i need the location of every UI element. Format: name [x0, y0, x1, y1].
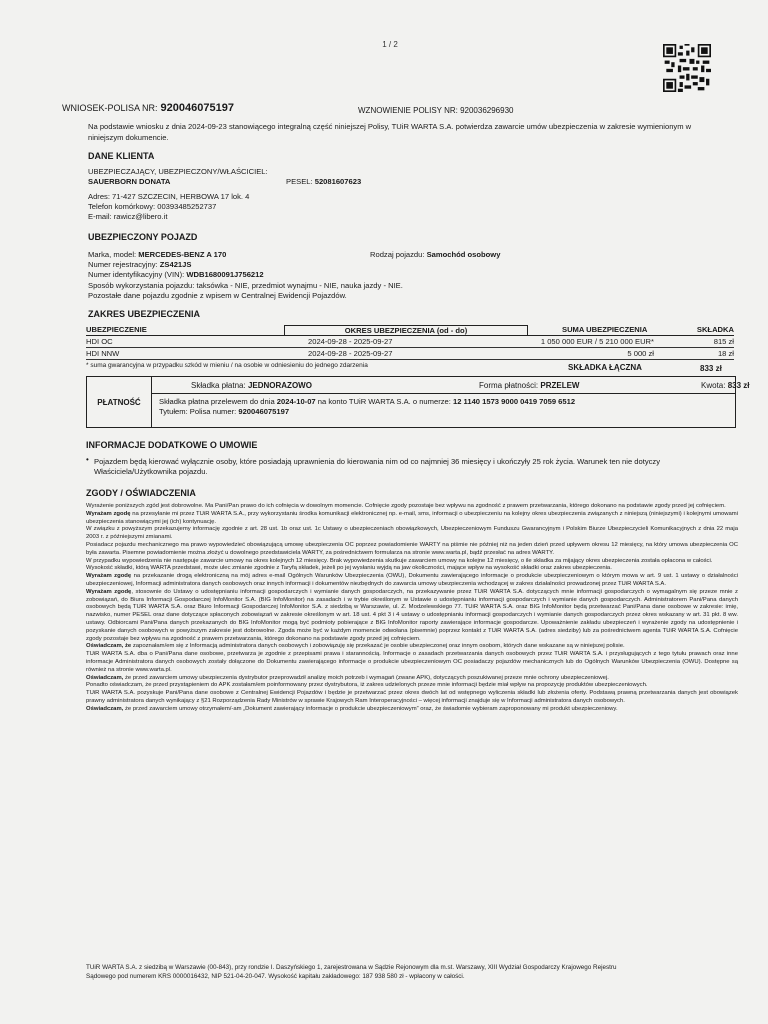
skladka-platna: [191, 381, 312, 390]
row-skladka: 18 zł: [717, 349, 734, 358]
table-row: [86, 337, 734, 348]
zgody-text: Wyrażenie poniższych zgód jest dobrowolne. Ma Pani/Pan prawo do ich cofnięcia w dowolnym momencie. Cofnięcie zgody pozostaje bez wpływu na zgodność z prawem przetwarzania, którego dokonano na podstawie zgody przed jej cofnięciem.: [86, 503, 726, 509]
row-skladka: 815 zł: [713, 337, 734, 346]
zgody-text: Wysokość składki, którą WARTA przedstawi, może ulec zmianie zgodnie z Taryfą składek, jeżeli po jej wysłaniu wyjdą na jaw okoliczności, mające wpływ na wysokość składki oraz zakres ubezpieczenia.: [86, 565, 612, 572]
zgody-text: TUiR WARTA S.A. pozyskuje Pani/Pana dane osobowe z Centralnej Ewidencji Pojazdów i będzie je przetwarzać przez okres dwóch lat od wstępnego wyliczenia składki lub złożenia oferty. Podstawą prawną przetwarzania danych jest obowiązek prawny administratora danych wynikający z §21 Rozporządzenia Rady Ministrów w sprawie Krajowych Ram Interoperacyjności – więcej informacji znajduje się w Informacji administratora danych osobowych.: [86, 690, 738, 704]
qr-code-icon: [663, 44, 711, 92]
pojazd-title: UBEZPIECZONY POJAZD: [88, 232, 198, 242]
row-okres: 2024-09-28 - 2025-09-27: [308, 349, 393, 358]
table-row: [86, 349, 734, 360]
forma-platnosci: [479, 381, 579, 390]
forma-label: Forma płatności:: [479, 381, 539, 390]
col-skladka: SKŁADKA: [696, 325, 734, 334]
row-suma: 1 050 000 EUR / 5 210 000 EUR*: [540, 337, 654, 346]
row-suma: 5 000 zł: [627, 349, 654, 358]
kwota-label: Kwota:: [701, 381, 726, 390]
klient-phone: Telefon komórkowy: 00393485252737: [88, 202, 217, 211]
pojazd-marka-row: [88, 250, 226, 260]
pojazd-rodzaj-row: [370, 250, 500, 260]
kwota-value: 833 zł: [727, 381, 750, 390]
zgody-paragraph: [86, 690, 738, 706]
kwota: [701, 381, 750, 390]
pojazd-pozostale: Pozostałe dane pojazdu zgodnie z wpisem w Centralnej Ewidencji Pojazdów.: [88, 291, 347, 300]
platnosc-summary-row: [151, 377, 750, 394]
klient-email: E-mail: rawicz@libero.it: [88, 212, 168, 221]
tytul-value: 920046075197: [238, 407, 290, 416]
tytul-label: Tytułem: Polisa numer:: [159, 407, 237, 416]
wniosek-polisa: [62, 102, 234, 114]
przelew-line: [159, 397, 575, 407]
skladka-platna-label: Składka płatna:: [191, 381, 246, 390]
bullet-icon: •: [86, 455, 89, 464]
klient-name: SAUERBORN DONATA: [88, 177, 171, 186]
klient-role: UBEZPIECZAJĄCY, UBEZPIECZONY/WŁAŚCICIEL:: [88, 167, 268, 176]
skladka-laczna-value: 833 zł: [700, 364, 722, 373]
zgody-paragraph: [86, 503, 738, 511]
platnosc-label: PŁATNOŚĆ: [87, 377, 152, 427]
zgody-text: , stosownie do Ustawy o udostępnianiu informacji gospodarczych i wymianie danych gospodarczych, na przekazywanie przez TUiR WARTA S.A. dotyczących mnie informacji gospodarczych o wymagalnym się przeze mnie z zobowiązań, do Biura Informacji Gospodarczej InfoMonitor S.A. (BIG InfoMonitor) na zasadach i w trybie określonym w Ustawie o udostępnianiu informacji gospodarczych i wymianie danych gospodarczych. Administratorem Pani/Pana danych osobowych będą TUiR WARTA S.A. oraz Biuro Informacji Gospodarczej InfoMonitor S.A. z siedzibą w Warszawie, ul. Z. Modzelewskiego 77. TUiR WARTA S.A. oraz BIG InfoMonitor będą przetwarzać Pani/Pana dane osobowe w zakresie: imię, nazwisko, numer PESEL oraz dane dotyczące spłaconych zobowiązań w zakresie określonym w art. 18 ust. 4 pkt 3 i 4 ustawy o udostępnianiu informacji gospodarczych i wymianie danych gospodarczych przez okres wskazany w art. 31 pkt. 8 ww. ustawy. Odbiorcami Pani/Pana danych przekazanych do BIG InfoMonitor mogą być podmioty pobierające z BIG InfoMonitor raporty zawierające informacje gospodarcze. Upoważnienie zakładu ubezpieczeń i wyrażenie zgody na udostępnienie i pozyskanie danych osobowych w powyższym zakresie jest dobrowolne. Zgoda może być w każdym momencie odwołana (pisemnie) poprzez kontakt z TUiR WARTA S.A. (adres siedziby) lub za pośrednictwem agenta TUiR WARTA S.A. Cofnięcie zgody pozostaje bez wpływu na zgodność z prawem przetwarzania, którego dokonano na podstawie zgody przed jej cofnięciem.: [86, 588, 738, 642]
table-header: [86, 325, 734, 336]
platnosc-box: [86, 376, 750, 428]
zgody-text: TUiR WARTA S.A. dba o Pani/Pana dane osobowe, przetwarza je zgodnie z przepisami prawa i starannością. Informacje o zasadach przetwarzania danych osobowych przez TUiR WARTA S.A. i przysługujących z tego tytułu prawach oraz inne informacje Administratora danych osobowych zostały dołączone do Dokumentu zawierającego informacje o produkcie ubezpieczeniowym OC posiadaczy pojazdów mechanicznych lub do Ogólnych Warunków Ubezpieczenia (OWU). Dostępne są również na stronie www.warta.pl.: [86, 651, 738, 673]
zgody-paragraph: [86, 682, 738, 690]
tytul-line: [159, 407, 575, 417]
intro-text: Na podstawie wniosku z dnia 2024-09-23 stanowiącego integralną część niniejszej Polisy, TUiR WARTA S.A. potwierdza zawarcie umów ubezpieczenia w zakresie wymienionym w niniejszym dokumencie.: [88, 122, 692, 142]
pesel-label: PESEL:: [286, 177, 313, 186]
vin-label: Numer identyfikacyjny (VIN):: [88, 270, 185, 279]
zgody-paragraph: [86, 511, 738, 527]
platnosc-details: [159, 397, 575, 417]
pesel-value: 52081607623: [314, 177, 362, 186]
przelew-text-b: na konto TUiR WARTA S.A. o numerze:: [317, 397, 451, 406]
row-name: HDI OC: [86, 337, 113, 346]
zgody-paragraph: [86, 706, 738, 714]
zgody-paragraph: [86, 565, 738, 573]
vin-value: WDB1680091J756212: [186, 270, 264, 279]
zgody-text: że przed zawarciem umowy ubezpieczenia dystrybutor przeprowadził analizę moich potrzeb i wymagań (zwane APK), dotyczących poszukiwanej przeze mnie ochrony ubezpieczeniowej.: [124, 674, 609, 681]
table-footnote: * suma gwarancyjna w przypadku szkód w mieniu / na osobie w odniesieniu do jednego zdarzenia: [86, 362, 368, 369]
footer: [86, 964, 738, 981]
informacje-bullet: Pojazdem będą kierować wyłącznie osoby, które posiadają uprawnienia do kierowania nim od co najmniej 36 miesięcy i ukończyły 25 rok życia. Warunek ten nie dotyczy Właściciela/Użytkownika pojazdu.: [94, 457, 661, 476]
klient-title: DANE KLIENTA: [88, 151, 155, 161]
wniosek-label: WNIOSEK-POLISA NR:: [62, 103, 158, 113]
zgody-lead: Wyrażam zgodę: [86, 510, 131, 517]
col-suma: SUMA UBEZPIECZENIA: [562, 325, 648, 334]
zgody-lead: Oświadczam, że: [86, 643, 132, 650]
zgody-paragraph: [86, 589, 738, 644]
zgody-lead: Wyrażam zgodę: [86, 588, 132, 595]
zgody-text: W przypadku wypowiedzenia nie następuje zawarcie umowy na okres kolejnych 12 miesięcy. Brak wypowiedzenia skutkuje zawarciem umowy na kolejne 12 miesięcy, o ile składka za mijający okres ubezpieczenia została opłacona w całości.: [86, 557, 713, 564]
przelew-text-a: Składka płatna przelewem do dnia: [159, 397, 275, 406]
zgody-text: W związku z powyższym przekazujemy informację zgodnie z art. 28 ust. 1b oraz ust. 1c Ustawy o ubezpieczeniach obowiązkowych, Ubezpieczeniowym Funduszu Gwarancyjnym i Polskim Biurze Ubezpieczycieli Komunikacyjnych z dnia 22 maja 2003 r. z późniejszymi zmianami.: [86, 526, 738, 541]
col-okres-box: [284, 325, 528, 336]
zgody-paragraph: [86, 526, 738, 542]
zgody-paragraph: [86, 558, 738, 566]
klient-pesel-row: [286, 177, 361, 187]
col-ubezpieczenie: UBEZPIECZENIE: [86, 325, 147, 334]
zgody-text: Posiadacz pojazdu mechanicznego ma prawo wypowiedzieć obowiązującą umowę ubezpieczenia OC poprzez powiadomienie WARTY na piśmie nie później niż na jeden dzień przed upływem okresu 12 miesięcy, na który umowa ubezpieczenia OC była zawarta. Pisemne powiadomienie można złożyć u dowolnego przedstawiciela WARTY, za pośrednictwem formularza na stronie www.warta.pl, bądź przesłać na adres WARTY.: [86, 541, 738, 556]
zgody-paragraph: [86, 643, 738, 651]
col-okres: OKRES UBEZPIECZENIA (od - do): [344, 326, 468, 335]
forma-value: PRZELEW: [540, 381, 580, 390]
footer-line2: Sądowego pod numerem KRS 0000016432, NIP 521-04-20-047. Wysokość kapitału zakładowego: 187 938 580 zł - wpłacony w całości.: [86, 972, 465, 980]
przelew-date: 2024-10-07: [276, 397, 316, 406]
marka-value: MERCEDES-BENZ A 170: [138, 250, 227, 259]
zgody-text: zapoznałam/em się z Informacją administratora danych osobowych i zobowiązuję się przekazać je osobie ubezpieczonej oraz innym osobom, których dane wskazane są w niniejszej polisie.: [132, 643, 625, 650]
zakres-title: ZAKRES UBEZPIECZENIA: [88, 309, 201, 319]
informacje-title: INFORMACJE DODATKOWE O UMOWIE: [86, 440, 258, 450]
zgody-text: na przekazanie drogą elektroniczną na mój adres e-mail Ogólnych Warunków Ubezpieczenia (OWU), Dokumentu zawierającego informacje o produkcie ubezpieczeniowym o którym mowa w art. 9 ust. 1 ustawy o działalności ubezpieczeniowej, Informacji administratora danych osobowych oraz innych informacji i dokumentów niezbędnych do zawarcia umowy ubezpieczenia wchodzącej w zakres działalności prowadzonej przez TUiR WARTA S.A.: [86, 573, 738, 587]
page-number: 1 / 2: [382, 40, 398, 49]
wniosek-number: 920046075197: [160, 102, 234, 114]
zgody-body: [86, 503, 738, 714]
zgody-paragraph: [86, 573, 738, 589]
row-okres: 2024-09-28 - 2025-09-27: [308, 337, 393, 346]
skladka-laczna-label: SKŁADKA ŁĄCZNA: [568, 363, 642, 372]
zgody-paragraph: [86, 542, 738, 558]
rodzaj-label: Rodzaj pojazdu:: [370, 250, 425, 259]
klient-address: Adres: 71-427 SZCZECIN, HERBOWA 17 lok. 4: [88, 192, 250, 201]
zgody-text: na przesyłanie mi przez TUiR WARTA S.A., przy wykorzystaniu środka komunikacji elektronicznej np. e-mail, sms, informacji o ubezpieczeniu na kolejny okres ubezpieczenia związanych z niniejszą (niniejszymi) i kolejnymi umowami ubezpieczenia stanowiącymi jej (ich) kontynuację.: [86, 510, 738, 525]
row-name: HDI NNW: [86, 349, 120, 358]
skladka-platna-value: JEDNORAZOWO: [247, 381, 312, 390]
zgody-title: ZGODY / OŚWIADCZENIA: [86, 488, 196, 498]
zgody-paragraph: [86, 675, 738, 683]
pojazd-nrrej-row: [88, 260, 191, 270]
wznowienie-polisy: WZNOWIENIE POLISY NR: 920036296930: [358, 106, 514, 115]
zgody-lead: Oświadczam,: [86, 674, 124, 681]
zgody-lead: Oświadczam,: [86, 705, 124, 712]
account-number: 12 1140 1573 9000 0419 7059 6512: [453, 397, 576, 406]
zgody-text: że przed zawarciem umowy otrzymałem/-am „Dokument zawierający informacje o produkcie ubezpieczeniowym” oraz, że świadomie wybieram zaproponowany mi produkt ubezpieczeniowy.: [124, 705, 618, 712]
pojazd-vin-row: [88, 270, 264, 280]
zgody-text: Ponadto oświadczam, że przed przystąpieniem do APK zostałam/em poinformowany przez dystrybutora, iż zakres udzielonych przeze mnie informacji będzie miał wpływ na propozycję produktów ubezpieczeniowych.: [86, 682, 648, 689]
marka-label: Marka, model:: [88, 250, 137, 259]
zgody-lead: Wyrażam zgodę: [86, 573, 132, 580]
rodzaj-value: Samochód osobowy: [426, 250, 501, 259]
footer-line1: TUiR WARTA S.A. z siedzibą w Warszawie (00-843), przy rondzie I. Daszyńskiego 1, zarejestrowana w Sądzie Rejonowym dla m.st. Warszawy, XIII Wydział Gospodarczy Krajowego Rejestru: [86, 964, 617, 971]
klient-name-row: [88, 177, 170, 187]
pojazd-sposob: Sposób wykorzystania pojazdu: taksówka - NIE, przedmiot wynajmu - NIE, nauka jazdy - NIE.: [88, 281, 403, 290]
nrrej-label: Numer rejestracyjny:: [88, 260, 158, 269]
zgody-paragraph: [86, 651, 738, 674]
nrrej-value: ZS421JS: [159, 260, 192, 269]
